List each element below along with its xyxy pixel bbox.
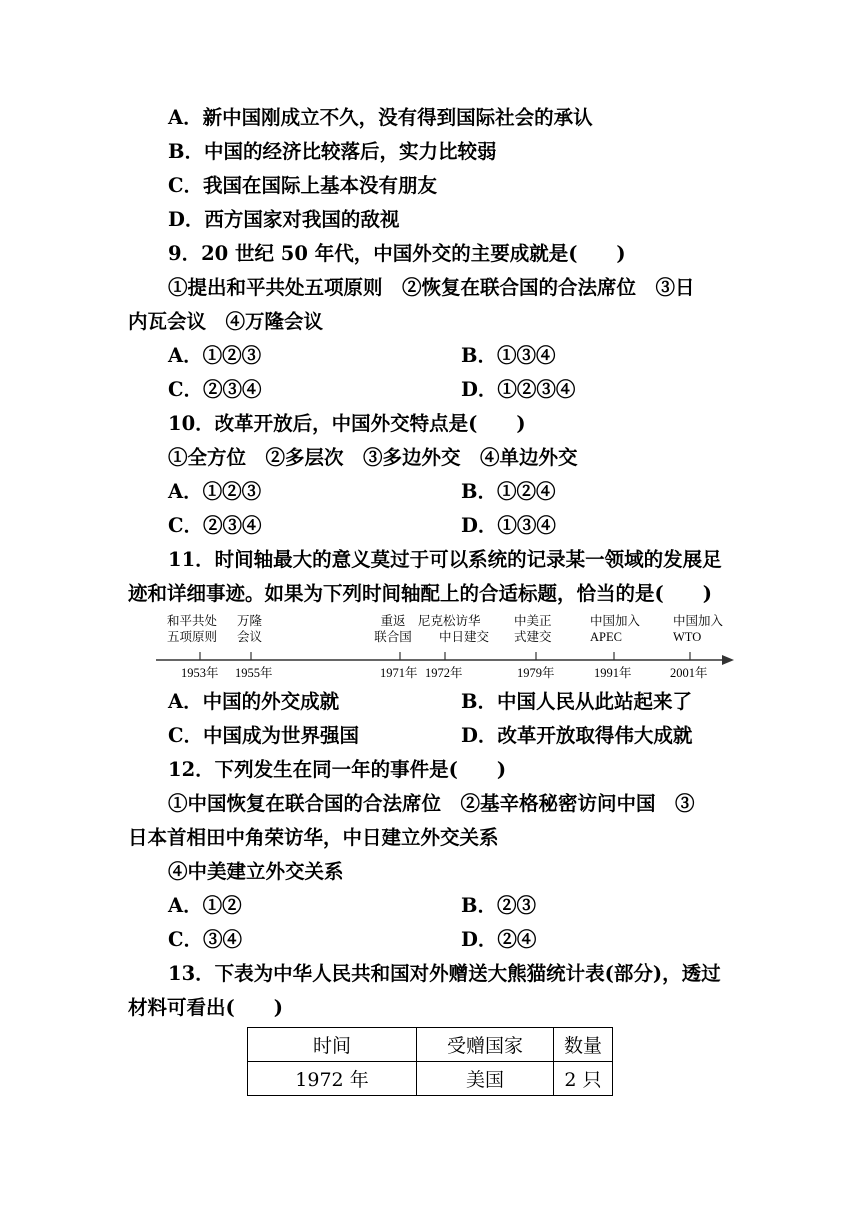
timeline-year: 1979年: [517, 666, 555, 680]
timeline-year: 1972年: [425, 666, 463, 680]
q10-stem: 10．改革开放后，中国外交特点是( ): [168, 412, 526, 435]
table-header-cell: 受赠国家: [417, 1028, 554, 1062]
q11-stem-line2: 迹和详细事迹。如果为下列时间轴配上的合适标题，恰当的是( ): [128, 582, 712, 605]
table-cell: 1972 年: [248, 1062, 417, 1096]
q8-option-a: A．新中国刚成立不久，没有得到国际社会的承认: [168, 106, 593, 129]
timeline-event-label: 重返 联合国: [374, 614, 412, 644]
q8-option-b: B．中国的经济比较落后，实力比较弱: [168, 140, 497, 163]
q9-option-a: A．①②③: [168, 344, 262, 367]
timeline-year: 1971年: [380, 666, 418, 680]
q12-items-line1: ①中国恢复在联合国的合法席位 ②基辛格秘密访问中国 ③: [168, 792, 695, 815]
timeline-event-label: 和平共处 五项原则: [167, 614, 218, 644]
q12-items-line3: ④中美建立外交关系: [168, 860, 344, 883]
table-row: [248, 1062, 613, 1096]
q11-option-b: B．中国人民从此站起来了: [461, 690, 692, 713]
q9-option-d: D．①②③④: [461, 378, 576, 401]
q12-stem: 12．下列发生在同一年的事件是( ): [168, 758, 507, 781]
timeline-event-label: 中国加入 APEC: [590, 614, 641, 644]
q11-option-a: A．中国的外交成就: [168, 690, 340, 713]
timeline-event-label: 万隆 会议: [237, 614, 263, 644]
q12-option-c: C．③④: [168, 928, 243, 951]
table-header-row: [248, 1028, 613, 1062]
q9-items-line1: ①提出和平共处五项原则 ②恢复在联合国的合法席位 ③日: [168, 276, 695, 299]
q11-stem-line1: 11．时间轴最大的意义莫过于可以系统的记录某一领域的发展足: [168, 548, 722, 571]
q10-option-c: C．②③④: [168, 514, 262, 537]
q9-stem: 9．20 世纪 50 年代，中国外交的主要成就是( ): [168, 242, 626, 265]
timeline-event-label: 尼克松访华 中日建交: [418, 614, 490, 644]
q8-option-c: C．我国在国际上基本没有朋友: [168, 174, 438, 197]
q11-option-c: C．中国成为世界强国: [168, 724, 360, 747]
timeline-year: 1953年: [181, 666, 219, 680]
panda-gift-table: [247, 1027, 613, 1096]
q8-option-d: D．西方国家对我国的敌视: [168, 208, 400, 231]
timeline-year: 1991年: [594, 666, 632, 680]
q10-option-d: D．①③④: [461, 514, 556, 537]
q13-stem-line1: 13．下表为中华人民共和国对外赠送大熊猫统计表(部分)，透过: [168, 962, 721, 985]
table-cell: 2 只: [554, 1062, 613, 1096]
timeline-event-label: 中国加入 WTO: [673, 614, 724, 644]
timeline-figure: [150, 607, 750, 685]
timeline-year: 1955年: [235, 666, 273, 680]
table-header-cell: 时间: [248, 1028, 417, 1062]
q9-items-line2: 内瓦会议 ④万隆会议: [128, 310, 324, 333]
q10-option-a: A．①②③: [168, 480, 262, 503]
q10-items: ①全方位 ②多层次 ③多边外交 ④单边外交: [168, 446, 578, 469]
timeline-arrow-icon: [722, 655, 734, 665]
q12-option-a: A．①②: [168, 894, 242, 917]
table-header-cell: 数量: [554, 1028, 613, 1062]
q9-option-c: C．②③④: [168, 378, 262, 401]
table-cell: 美国: [417, 1062, 554, 1096]
q12-option-b: B．②③: [461, 894, 536, 917]
q13-stem-line2: 材料可看出( ): [128, 996, 283, 1019]
q11-option-d: D．改革开放取得伟大成就: [461, 724, 693, 747]
q12-items-line2: 日本首相田中角荣访华，中日建立外交关系: [128, 826, 499, 849]
q9-option-b: B．①③④: [461, 344, 556, 367]
q10-option-b: B．①②④: [461, 480, 556, 503]
timeline-event-label: 中美正 式建交: [514, 614, 552, 644]
q12-option-d: D．②④: [461, 928, 537, 951]
timeline-year: 2001年: [670, 666, 708, 680]
